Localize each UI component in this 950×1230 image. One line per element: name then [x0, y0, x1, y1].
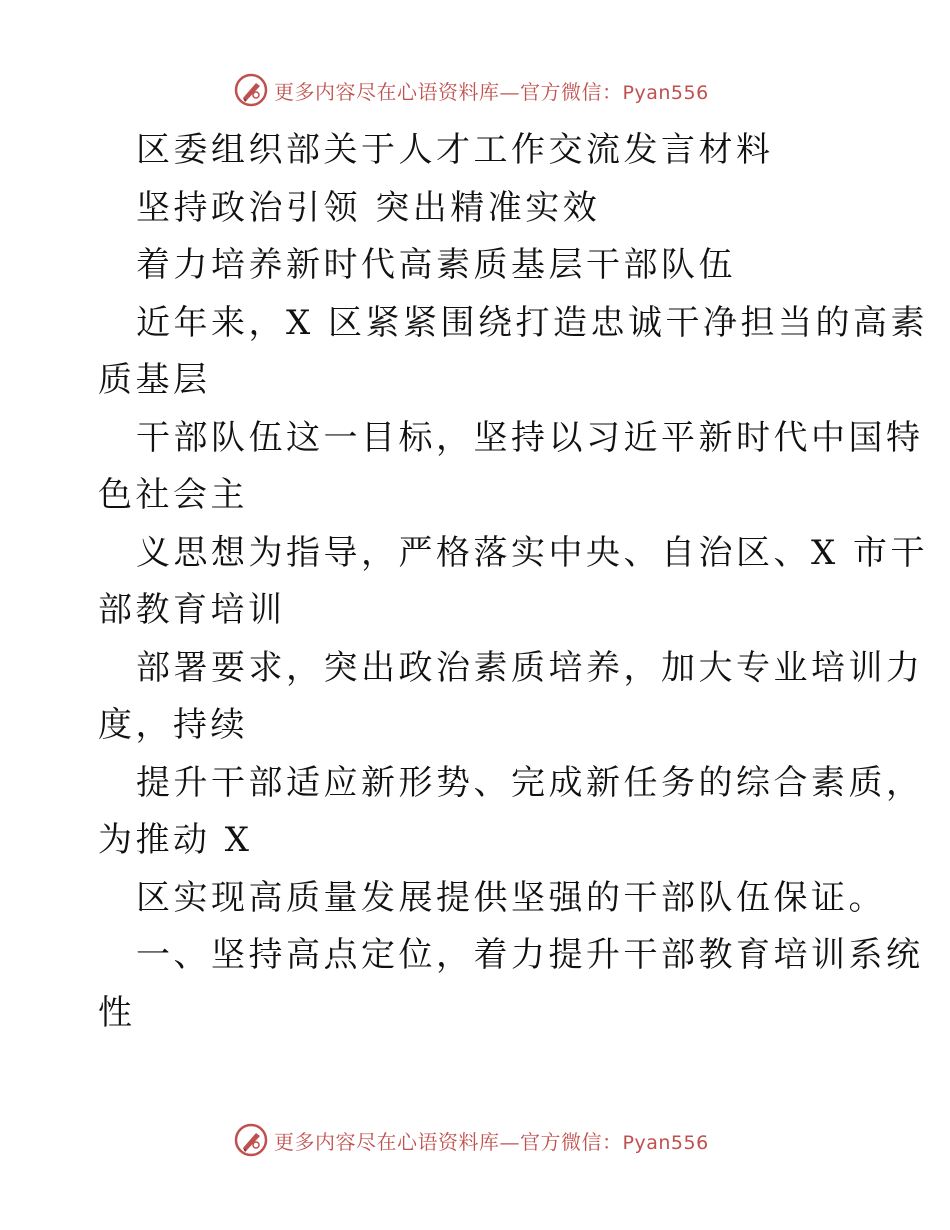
- paragraph-line: 度，持续: [98, 705, 248, 745]
- pen-logo-icon: [234, 1123, 268, 1157]
- document-subtitle-2: 着力培养新时代高素质基层干部队伍: [136, 245, 736, 285]
- watermark-dash: —: [499, 1129, 520, 1154]
- paragraph-line: 为推动 X: [98, 820, 253, 860]
- document-title: 区委组织部关于人才工作交流发言材料: [136, 130, 774, 170]
- document-body: [98, 122, 929, 1042]
- paragraph-line: 近年来，X 区紧紧围绕打造忠诚干净担当的高素: [136, 302, 929, 343]
- watermark-wechat-label: 官方微信：: [520, 79, 623, 104]
- paragraph-line: 部署要求，突出政治素质培养，加大专业培训力: [136, 647, 924, 688]
- paragraph-line: 干部队伍这一目标，坚持以习近平新时代中国特: [136, 417, 924, 458]
- paragraph-line: 色社会主: [98, 475, 248, 515]
- paragraph-line: 部教育培训: [98, 590, 286, 630]
- paragraph-line: 义思想为指导，严格落实中央、自治区、X 市干: [136, 532, 929, 573]
- watermark-wechat-id: Pyan556: [622, 81, 709, 104]
- pen-logo-icon: [234, 73, 268, 107]
- paragraph-line: 区实现高质量发展提供坚强的干部队伍保证。: [136, 877, 886, 918]
- footer-watermark: [234, 1122, 709, 1158]
- watermark-text: [274, 1126, 709, 1155]
- document-subtitle: 坚持政治引领 突出精准实效: [136, 187, 601, 228]
- paragraph-line: 质基层: [98, 360, 211, 400]
- section-heading: 一、坚持高点定位，着力提升干部教育培训系统: [136, 935, 924, 975]
- watermark-wechat-id: Pyan556: [622, 1131, 709, 1154]
- watermark-text: [274, 76, 709, 105]
- paragraph-line: 提升干部适应新形势、完成新任务的综合素质，: [136, 762, 924, 803]
- header-watermark: [234, 72, 709, 108]
- watermark-dash: —: [499, 79, 520, 104]
- section-heading-continued: 性: [98, 992, 136, 1033]
- watermark-site-name: 更多内容尽在心语资料库: [274, 79, 500, 104]
- watermark-site-name: 更多内容尽在心语资料库: [274, 1129, 500, 1154]
- watermark-wechat-label: 官方微信：: [520, 1129, 623, 1154]
